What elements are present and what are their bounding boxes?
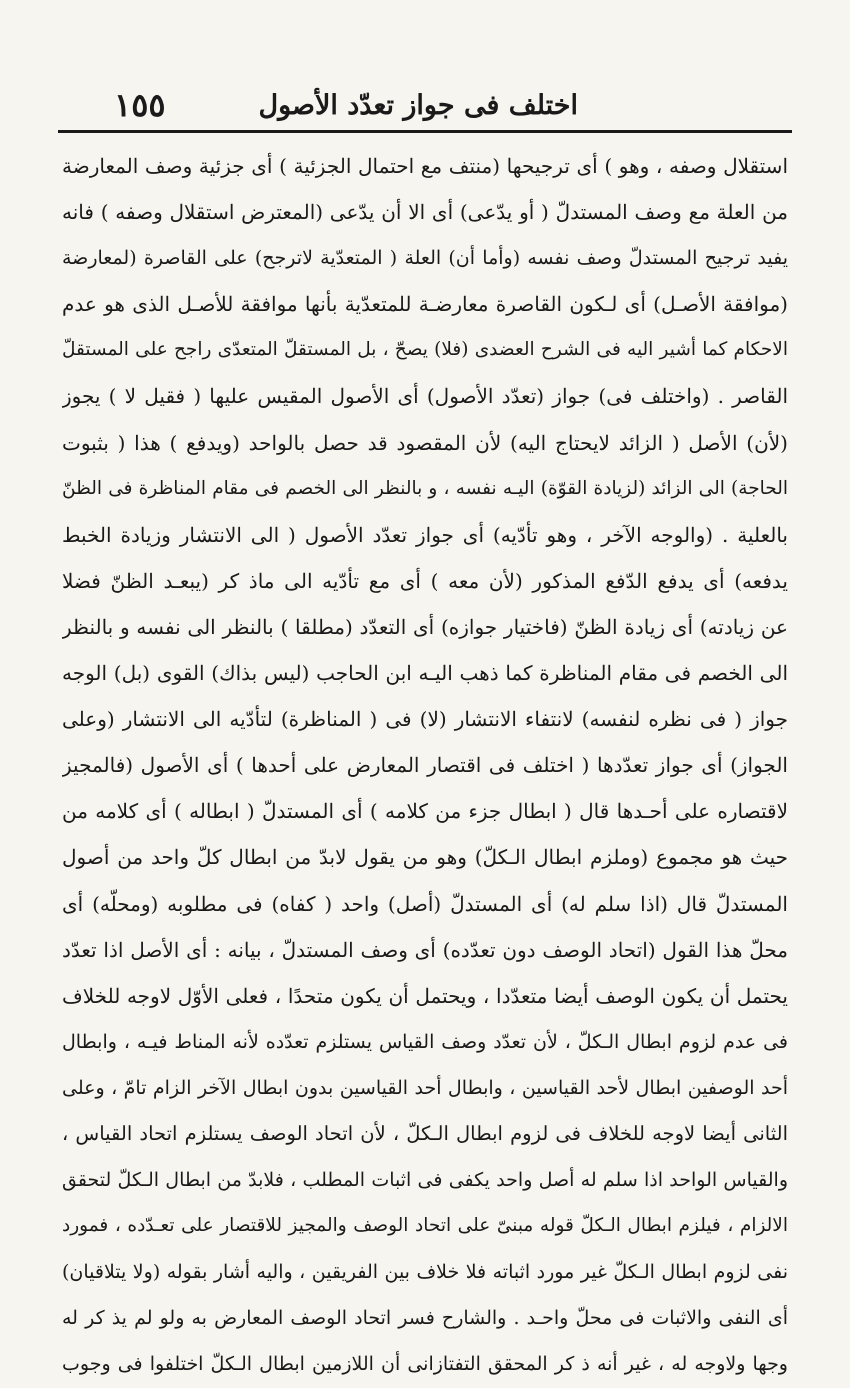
text-line: الحاجة) الى الزائد (لزيادة القوّة) اليـه نفسه ، و بالنظر الى الخصم فى مقام المناظرة فى الظنّ [62,477,788,499]
text-line: الالزام ، فيلزم ابطال الـكلّ قوله مبنىّ على اتحاد الوصف والمجيز للاقتصار على تعـدّده ، فمورد [62,1215,788,1237]
text-line: الجواز) أى جواز تعدّدها ( اختلف فى اقتصار المعارض على أحدها ) أى الأصول (فالمجيز [62,753,788,778]
text-line: الاحكام كما أشير اليه فى الشرح العضدى (فلا) يصحّ ، بل المستقلّ المتعدّى راجح على المستقلّ [62,339,788,361]
body-text [62,143,788,1388]
text-line: بالعلية . (والوجه الآخر ، وهو تأدّيه) أى جواز تعدّد الأصول ( الى الانتشار وزيادة الخبط [62,522,788,547]
page-number: ١٥٥ [114,86,166,124]
text-line: المستدلّ قال (اذا سلم له) أى المستدلّ (أصل) واحد ( كفاه) فى مطلوبه (ومحلّه) أى [62,891,788,916]
text-line: يحتمل أن يكون الوصف أيضا متعدّدا ، ويحتمل أن يكون متحدًا ، فعلى الأوّل لاوجه للخلاف [62,983,788,1008]
text-line: يفيد ترجيح المستدلّ وصف نفسه (وأما أن) العلة ( المتعدّية لاترجح) على القاصرة (لمعارضة [62,247,788,270]
text-line: (لأن) الأصل ( الزائد لايحتاج اليه) لأن المقصود قد حصل بالواحد (ويدفع ) هذا ( بثبوت [62,430,788,455]
text-line: من العلة مع وصف المستدلّ ( أو يدّعى) أى الا أن يدّعى (المعترض استقلال وصفه ) فانه [62,200,788,225]
text-line: أى النفى والاثبات فى محلّ واحـد . والشارح فسر اتحاد الوصف المعارض به ولو لم يذ كر له [62,1307,788,1330]
text-line: وجها ولاوجه له ، غير أنه ذ كر المحقق التفتازانى أن اللازمين ابطال الـكلّ اختلفوا فى وجوب [62,1353,788,1376]
header-rule [58,130,792,133]
text-line: جواز ( فى نظره لنفسه) لانتفاء الانتشار (لا) فى ( المناظرة) لتأدّيه الى الانتشار (وعلى [62,707,788,732]
page-header [62,86,788,130]
text-line: لاقتصاره على أحـدها قال ( ابطال جزء من كلامه ) أى المستدلّ ( ابطاله ) أى كلامه من [62,799,788,824]
text-line: حيث هو مجموع (وملزم ابطال الـكلّ) وهو من يقول لابدّ من ابطال كلّ واحد من أصول [62,845,788,870]
text-line: (موافقة الأصـل) أى لـكون القاصرة معارضـة للمتعدّية بأنها موافقة للأصـل الذى هو عدم [62,292,788,317]
text-line: نفى لزوم ابطال الـكلّ غير مورد اثباته فلا خلاف بين الفريقين ، واليه أشار بقوله (ولا يتلاقيان) [62,1261,788,1284]
running-title: اختلف فى جواز تعدّد الأصول [258,90,578,121]
text-line: محلّ هذا القول (اتحاد الوصف دون تعدّده) أى وصف المستدلّ ، بيانه : أى الأصل اذا تعدّد [62,937,788,962]
text-line: الثانى أيضا لاوجه للخلاف فى لزوم ابطال الـكلّ ، لأن اتحاد الوصف يستلزم اتحاد القياس ، [62,1121,788,1145]
text-line: أحد الوصفين ابطال لأحد القياسين ، وابطال أحد القياسين بدون ابطال الآخر الزام تامّ ، وعلى [62,1076,788,1099]
text-line: يدفعه) أى يدفع الدّفع المذكور (لأن معه ) أى مع تأدّيه الى ماذ كر (يبعـد الظنّ فضلا [62,568,788,593]
text-line: الى الخصم فى مقام المناظرة كما ذهب اليـه ابن الحاجب (ليس بذاك) القوى (بل) الوجه [62,661,788,686]
text-line: عن زيادته) أى زيادة الظنّ (فاختيار جوازه) أى التعدّد (مطلقا ) بالنظر الى نفسه و بالنظر [62,614,788,639]
text-line: القاصر . (واختلف فى) جواز (تعدّد الأصول) أى الأصول المقيس عليها ( فقيل لا ) يجوز [62,384,788,409]
text-line: والقياس الواحد اذا سلم له أصل واحد يكفى فى اثبات المطلب ، فلابدّ من ابطال الـكلّ لتحقق [62,1169,788,1192]
text-line: فى عدم لزوم ابطال الـكلّ ، لأن تعدّد وصف القياس يستلزم تعدّده لأنه المناط فيـه ، وابطال [62,1030,788,1053]
text-line: استقلال وصفه ، وهو ) أى ترجيحها (منتف مع احتمال الجزئية ) أى جزئية وصف المعارضة [62,154,788,178]
